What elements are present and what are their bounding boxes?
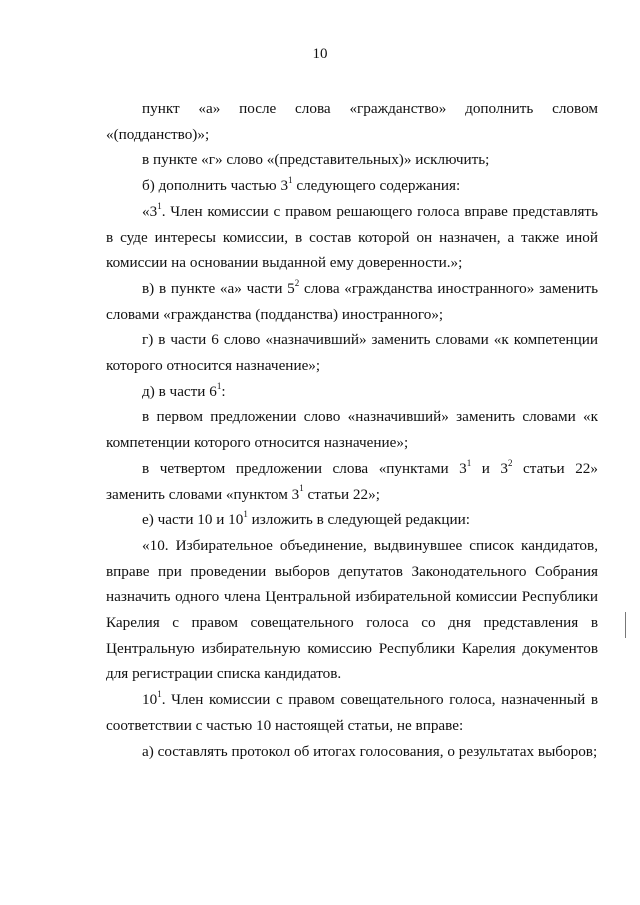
paragraph-3-text-b: следующего содержания: bbox=[292, 177, 461, 195]
paragraph-7 bbox=[106, 379, 598, 405]
paragraph-9-text-b: и 3 bbox=[471, 459, 509, 477]
paragraph-4-text-a: «3 bbox=[142, 202, 158, 220]
paragraph-9 bbox=[106, 456, 598, 507]
superscript: 2 bbox=[508, 457, 513, 468]
paragraph-10 bbox=[106, 507, 598, 533]
paragraph-2: в пункте «г» слово «(представительных)» исключить; bbox=[142, 151, 490, 169]
paragraph-6: г) в части 6 слово «назначивший» заменить словами «к компетенции которого относится назначение»; bbox=[106, 331, 598, 375]
paragraph-9-text-d: статьи 22»; bbox=[303, 485, 380, 503]
paragraph-4 bbox=[106, 199, 598, 276]
superscript: 1 bbox=[243, 509, 248, 520]
paragraph-9-text-a: в четвертом предложении слова «пунктами 3 bbox=[142, 459, 467, 477]
paragraph-7-text-a: д) в части 6 bbox=[142, 382, 217, 400]
paragraph-8: в первом предложении слово «назначивший» заменить словами «к компетенции которого относится назначение»; bbox=[106, 408, 598, 452]
paragraph-10-text-b: изложить в следующей редакции: bbox=[247, 511, 471, 529]
superscript: 1 bbox=[288, 175, 293, 186]
paragraph-1: пункт «а» после слова «гражданство» дополнить словом «(подданство)»; bbox=[106, 100, 598, 143]
superscript: 2 bbox=[294, 277, 300, 288]
superscript: 1 bbox=[466, 457, 472, 468]
paragraph-3 bbox=[106, 173, 598, 199]
page-number: 10 bbox=[312, 46, 328, 62]
paragraph-4-text-b: . Член комиссии с правом решающего голоса вправе представлять в суде интересы комиссии, в состав которой он назначен, а также иной комиссии на основании выданной ему доверенности.»; bbox=[106, 202, 598, 272]
document-body bbox=[106, 96, 598, 764]
paragraph-9-text-c: статьи 22» заменить словами «пунктом 3 bbox=[106, 459, 598, 503]
superscript: 1 bbox=[157, 200, 162, 211]
paragraph-11: «10. Избирательное объединение, выдвинувшее список кандидатов, вправе при проведении выборов депутатов Законодательного Собрания назначить одного члена Центральной избирательной комиссии Республики Карелия с правом совещательного голоса со дня представления в Центральную избирательную комиссию Республики Карелия документов для регистрации списка кандидатов. bbox=[106, 536, 598, 683]
paragraph-3-text-a: б) дополнить частью 3 bbox=[142, 177, 289, 195]
superscript: 1 bbox=[157, 689, 162, 700]
paragraph-10-text-a: е) части 10 и 10 bbox=[142, 511, 244, 529]
paragraph-5-text-a: в) в пункте «а» части 5 bbox=[142, 279, 295, 297]
paragraph-12-text-a: 10 bbox=[142, 691, 158, 709]
paragraph-12 bbox=[106, 687, 598, 738]
paragraph-13: а) составлять протокол об итогах голосования, о результатах выборов; bbox=[142, 742, 598, 760]
paragraph-12-text-b: . Член комиссии с правом совещательного голоса, назначенный в соответствии с частью 10 настоящей статьи, не вправе: bbox=[106, 691, 598, 734]
scan-mark bbox=[625, 612, 626, 638]
paragraph-7-text-b: : bbox=[221, 382, 226, 400]
superscript: 1 bbox=[299, 483, 304, 494]
paragraph-5-text-b: слова «гражданства иностранного» заменить словами «гражданства (подданства) иностранного»; bbox=[106, 279, 598, 323]
superscript: 1 bbox=[216, 380, 222, 391]
paragraph-5 bbox=[106, 276, 598, 327]
